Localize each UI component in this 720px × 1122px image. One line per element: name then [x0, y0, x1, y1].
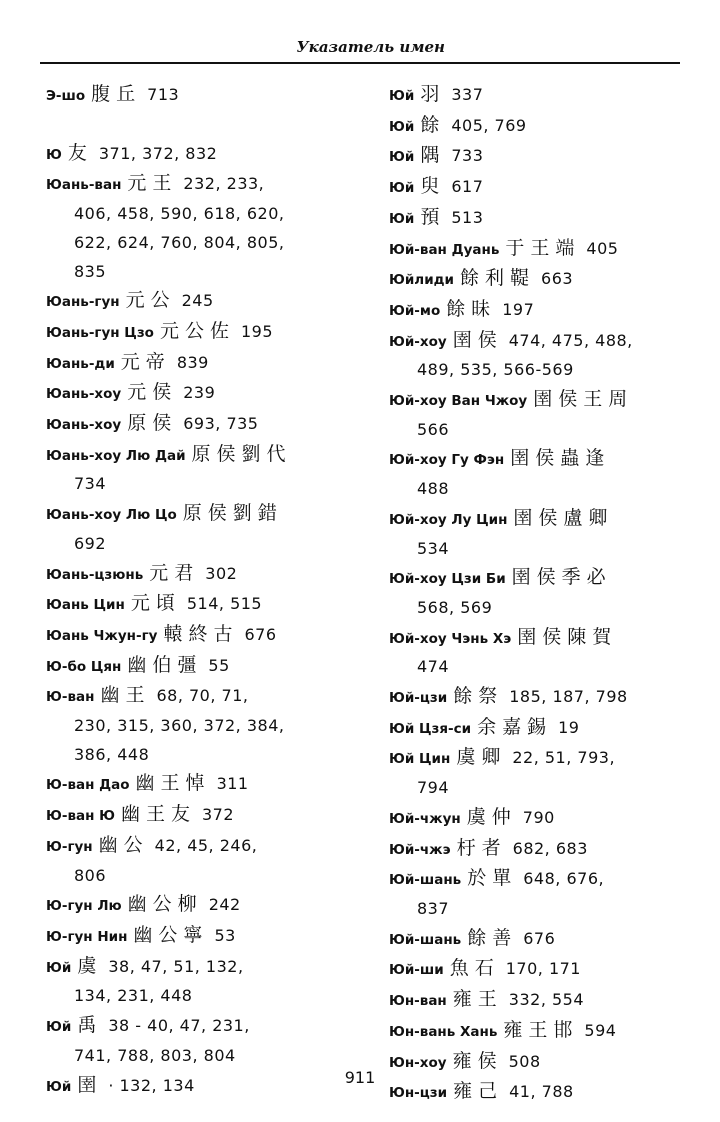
entry-hanzi: 圉侯 [452, 328, 503, 351]
entry-pages-continued: 692 [74, 533, 107, 553]
entry-hanzi: 虞 [77, 954, 103, 977]
entry-pages: 514, 515 [186, 594, 263, 614]
entry-pages: 508 [508, 1051, 541, 1071]
entry-hanzi: 於單 [467, 867, 518, 890]
entry-name: Юй-цзи [389, 690, 448, 707]
entry-pages: 239 [183, 383, 216, 403]
index-entry [389, 326, 694, 385]
index-entry-line [46, 286, 371, 317]
entry-pages-continued: 230, 315, 360, 372, 384, [74, 716, 285, 736]
entry-pages: 733 [451, 146, 484, 166]
index-entry-line [389, 203, 694, 234]
entry-hanzi: 禹 [77, 1014, 103, 1037]
entry-pages: 38 - 40, 47, 231, [108, 1016, 250, 1036]
entry-name: Юн-хоу [389, 1054, 447, 1071]
entry-pages: 195 [240, 321, 274, 341]
index-entry-line [46, 681, 371, 712]
entry-name: Юй-чжэ [389, 841, 451, 858]
index-entry-line [46, 378, 371, 409]
index-entry [46, 378, 371, 409]
entry-pages: 245 [181, 291, 214, 311]
entry-hanzi: 元公佐 [159, 319, 235, 342]
index-entry [389, 682, 694, 713]
index-entry [389, 141, 694, 172]
entry-name: Юй-шань [389, 931, 462, 948]
entry-pages: 405, 769 [451, 115, 527, 135]
index-entry [46, 589, 371, 620]
entry-hanzi: 原侯 [127, 412, 178, 435]
index-entry [46, 620, 371, 651]
index-entry [46, 139, 371, 170]
entry-hanzi: 虞仲 [466, 805, 517, 828]
entry-pages: 513 [451, 207, 484, 227]
index-entry [46, 80, 371, 111]
index-entry [389, 985, 694, 1016]
entry-hanzi: 圉侯陳賀 [517, 625, 618, 648]
entry-hanzi: 雍王 [452, 988, 503, 1011]
entry-name: Ю-бо Цян [46, 658, 122, 675]
entry-pages: 648, 676, [523, 869, 605, 889]
index-entry-line [389, 924, 694, 955]
index-entry-line [389, 444, 694, 475]
index-entry-line [46, 440, 371, 471]
index-entry-line [389, 80, 694, 111]
entry-pages-continued: 837 [417, 898, 450, 918]
entry-pages-continued: 134, 231, 448 [74, 986, 193, 1006]
index-entry [389, 504, 694, 563]
entry-pages: 197 [502, 299, 535, 319]
entry-name: Юань Чжун-гу [46, 627, 158, 644]
index-entry [46, 651, 371, 682]
entry-hanzi: 預 [420, 205, 446, 228]
entry-pages: 676 [523, 928, 556, 948]
entry-hanzi: 雍王邯 [503, 1018, 579, 1041]
entry-name: Юань-ди [46, 355, 115, 372]
index-entry [389, 264, 694, 295]
entry-name: Юй Цзя-си [389, 720, 472, 737]
entry-pages: 332, 554 [508, 990, 585, 1010]
entry-pages: 19 [558, 717, 580, 737]
entry-hanzi: 幽王悼 [135, 772, 211, 795]
entry-hanzi: 羽 [420, 83, 446, 105]
entry-pages: 242 [208, 895, 241, 915]
entry-name: Юй [46, 959, 72, 976]
entry-pages: 594 [584, 1020, 617, 1040]
index-entry [389, 834, 694, 865]
index-entry-line [389, 264, 694, 295]
index-entry-line [389, 234, 694, 265]
index-entry [46, 348, 371, 379]
index-entry-line [389, 623, 694, 654]
index-entry-line [389, 1016, 694, 1047]
entry-name: Юань-хоу [46, 417, 122, 434]
entry-hanzi: 餘善 [467, 926, 518, 949]
entry-pages-continued: 474 [417, 657, 450, 677]
entry-name: Юй-мо [389, 302, 441, 319]
entry-pages-continued: 741, 788, 803, 804 [74, 1045, 236, 1065]
entry-name: Ю-гун Нин [46, 928, 128, 945]
header-rule [40, 62, 680, 64]
entry-name: Юань-хоу [46, 386, 122, 403]
entry-hanzi: 圉侯盧卿 [513, 506, 614, 529]
index-entry-line [46, 169, 371, 200]
index-entry [389, 1016, 694, 1047]
entry-name: Юань-хоу Лю Цо [46, 507, 177, 524]
index-entry [389, 172, 694, 203]
index-entry-line [389, 682, 694, 713]
entry-hanzi: 元頃 [130, 592, 181, 615]
entry-pages: 55 [208, 655, 230, 675]
index-entry-line [389, 385, 694, 416]
entry-pages-continued: 566 [417, 419, 450, 439]
entry-hanzi: 圉 [77, 1073, 103, 1096]
index-entry-line [46, 921, 371, 952]
entry-name: Юй-хоу Гу Фэн [389, 452, 505, 469]
index-entry [389, 623, 694, 682]
entry-pages-continued: 386, 448 [74, 744, 150, 764]
page-number: 911 [344, 1068, 376, 1087]
entry-pages: 617 [451, 177, 484, 197]
entry-hanzi: 餘 [420, 113, 446, 136]
index-entry-line [389, 803, 694, 834]
entry-pages: 839 [176, 352, 209, 372]
entry-hanzi: 圉侯王周 [533, 388, 634, 411]
entry-name: Юй [46, 1078, 72, 1095]
entry-pages: 22, 51, 793, [512, 748, 616, 768]
index-entry [389, 954, 694, 985]
index-column-right [389, 80, 694, 1108]
entry-name: Ю [46, 146, 62, 163]
entry-name: Юань-хоу Лю Дай [46, 447, 186, 464]
index-entry-line [46, 409, 371, 440]
index-entry-line [389, 834, 694, 865]
index-entry-line [389, 326, 694, 357]
running-header: Указатель имен [296, 38, 445, 56]
index-entry-line [389, 864, 694, 895]
index-entry-line [46, 80, 371, 111]
index-entry [46, 409, 371, 440]
index-entry-line [46, 589, 371, 620]
entry-name: Юань-гун Цзо [46, 324, 154, 341]
index-entry [389, 743, 694, 802]
entry-name: Ю-ван [46, 689, 95, 706]
index-entry-line [46, 831, 371, 862]
entry-hanzi: 幽公寧 [133, 923, 209, 946]
index-entry [46, 499, 371, 558]
entry-hanzi: 友 [67, 141, 93, 164]
index-entry-line [389, 954, 694, 985]
entry-pages: 42, 45, 246, [154, 835, 258, 855]
entry-hanzi: 原侯劉代 [191, 442, 292, 465]
index-entry [389, 80, 694, 111]
entry-pages-continued: 534 [417, 538, 450, 558]
entry-name: Ю-гун [46, 838, 93, 855]
entry-hanzi: 原侯劉錯 [182, 502, 283, 525]
index-entry [46, 921, 371, 952]
entry-hanzi: 雍侯 [452, 1049, 503, 1072]
entry-pages: 170, 171 [505, 959, 581, 979]
entry-hanzi: 元君 [149, 561, 200, 584]
index-entry [46, 559, 371, 590]
index-entry-line [46, 559, 371, 590]
entry-name: Юйлиди [389, 272, 455, 289]
entry-pages-continued: 806 [74, 865, 107, 885]
index-entry-line [46, 620, 371, 651]
entry-pages: 693, 735 [183, 414, 259, 434]
index-entry-line [46, 651, 371, 682]
entry-name: Юй-хоу [389, 333, 447, 350]
entry-pages: 371, 372, 832 [98, 143, 218, 163]
index-entry-line [389, 141, 694, 172]
entry-name: Юань-гун [46, 294, 120, 311]
entry-hanzi: 幽公柳 [127, 893, 203, 916]
index-entry-line [389, 172, 694, 203]
entry-name: Юань Цин [46, 597, 125, 614]
index-entry [389, 924, 694, 955]
entry-name: Юн-вань Хань [389, 1023, 498, 1040]
index-entry-line [389, 295, 694, 326]
index-entry [389, 803, 694, 834]
entry-hanzi: 幽王友 [120, 803, 196, 826]
entry-pages: 372 [202, 805, 235, 825]
entry-hanzi: 幽王 [100, 684, 151, 707]
entry-name: Ю-гун Лю [46, 898, 122, 915]
entry-hanzi: 腹丘 [91, 83, 142, 105]
entry-hanzi: 幽公 [98, 833, 149, 856]
index-entry-line [389, 713, 694, 744]
index-entry-line [46, 800, 371, 831]
entry-pages: 713 [147, 85, 180, 104]
entry-name: Юй-чжун [389, 810, 461, 827]
index-entry [46, 769, 371, 800]
entry-hanzi: 杅者 [456, 836, 507, 859]
entry-pages: 474, 475, 488, [508, 330, 633, 350]
entry-pages-continued: 488 [417, 479, 450, 499]
entry-pages-continued: 489, 535, 566-569 [417, 360, 574, 380]
index-entry-line [389, 743, 694, 774]
index-entry-line [46, 769, 371, 800]
index-entry [389, 111, 694, 142]
entry-name: Юй Цин [389, 751, 451, 768]
index-entry [46, 317, 371, 348]
entry-hanzi: 隅 [420, 144, 446, 167]
entry-hanzi: 餘利鞮 [460, 267, 536, 290]
entry-name: Юй-хоу Лу Цин [389, 511, 508, 528]
entry-name: Юй-хоу Чэнь Хэ [389, 630, 512, 647]
entry-pages: 41, 788 [509, 1082, 574, 1102]
entry-name: Юй-хоу Ван Чжоу [389, 393, 528, 410]
entry-hanzi: 元帝 [120, 350, 171, 373]
entry-pages: 302 [205, 563, 238, 583]
entry-name: Юй-шань [389, 872, 462, 889]
entry-name: Юн-цзи [389, 1085, 448, 1102]
entry-pages: 185, 187, 798 [509, 687, 628, 707]
entry-pages: 38, 47, 51, 132, [108, 956, 244, 976]
entry-hanzi: 幽伯彊 [127, 653, 203, 676]
entry-hanzi: 轅終古 [163, 622, 239, 645]
entry-name: Юй-ван Дуань [389, 241, 500, 258]
entry-hanzi: 元公 [125, 289, 176, 312]
entry-pages-continued: 568, 569 [417, 597, 493, 617]
index-entry-line [389, 563, 694, 594]
index-entry [389, 444, 694, 503]
index-entry [389, 385, 694, 444]
entry-name: Э-шо [46, 88, 86, 104]
entry-pages-continued: 734 [74, 474, 107, 494]
index-entry-line [46, 348, 371, 379]
entry-name: Юй-ши [389, 962, 444, 979]
index-entry [46, 681, 371, 769]
entry-name: Юань-ван [46, 177, 122, 194]
index-entry-line [46, 890, 371, 921]
index-entry [46, 1011, 371, 1070]
entry-name: Юй [389, 180, 415, 197]
entry-hanzi: 臾 [420, 175, 446, 198]
entry-hanzi: 魚石 [449, 957, 500, 980]
index-entry-line [46, 139, 371, 170]
entry-pages: 337 [451, 85, 484, 104]
entry-name: Юй [389, 88, 415, 104]
index-entry-line [389, 504, 694, 535]
index-column-left [46, 80, 371, 1101]
entry-pages: 663 [541, 269, 574, 289]
entry-name: Юй [389, 149, 415, 166]
entry-hanzi: 圉侯季必 [511, 566, 612, 589]
entry-hanzi: 餘祭 [453, 685, 504, 708]
entry-pages-continued: 835 [74, 261, 107, 281]
entry-hanzi: 雍己 [453, 1080, 504, 1103]
index-entry-line [389, 985, 694, 1016]
index-entry [389, 234, 694, 265]
entry-pages: · 132, 134 [108, 1075, 195, 1095]
entry-pages: 311 [216, 774, 249, 794]
index-entry [389, 713, 694, 744]
entry-name: Юань-цзюнь [46, 566, 144, 583]
entry-hanzi: 餘昧 [446, 297, 497, 320]
entry-name: Юй-хоу Цзи Би [389, 571, 506, 588]
entry-pages: 232, 233, [183, 174, 265, 194]
index-entry [46, 831, 371, 890]
index-entry-line [46, 317, 371, 348]
entry-pages-continued: 622, 624, 760, 804, 805, [74, 232, 285, 252]
entry-name: Юй [389, 210, 415, 227]
entry-name: Ю-ван Дао [46, 777, 130, 794]
index-entry [46, 169, 371, 286]
entry-pages: 682, 683 [512, 838, 588, 858]
entry-name: Юй [389, 118, 415, 135]
entry-pages: 790 [522, 807, 555, 827]
index-entry [389, 864, 694, 923]
entry-pages: 68, 70, 71, [156, 686, 249, 706]
entry-hanzi: 元王 [127, 172, 178, 195]
entry-hanzi: 于王端 [505, 236, 581, 259]
entry-name: Ю-ван Ю [46, 808, 115, 825]
entry-pages: 405 [586, 238, 619, 258]
index-entry [389, 203, 694, 234]
entry-hanzi: 元侯 [127, 381, 178, 404]
entry-pages-continued: 794 [417, 778, 450, 798]
entry-name: Юй [46, 1019, 72, 1036]
entry-pages-continued: 406, 458, 590, 618, 620, [74, 204, 285, 224]
entry-hanzi: 圉侯蟲逢 [510, 447, 611, 470]
entry-hanzi: 余嘉錫 [477, 715, 553, 738]
index-entry [46, 952, 371, 1011]
index-entry-line [46, 1011, 371, 1042]
index-entry [46, 800, 371, 831]
index-entry [46, 286, 371, 317]
index-entry [46, 890, 371, 921]
entry-pages: 676 [244, 624, 277, 644]
index-entry-line [46, 499, 371, 530]
entry-name: Юн-ван [389, 993, 447, 1010]
entry-pages: 53 [214, 925, 236, 945]
index-entry-line [389, 111, 694, 142]
index-entry [389, 563, 694, 622]
entry-hanzi: 虞卿 [456, 746, 507, 769]
index-entry [389, 295, 694, 326]
index-entry [46, 440, 371, 499]
index-entry-line [46, 952, 371, 983]
